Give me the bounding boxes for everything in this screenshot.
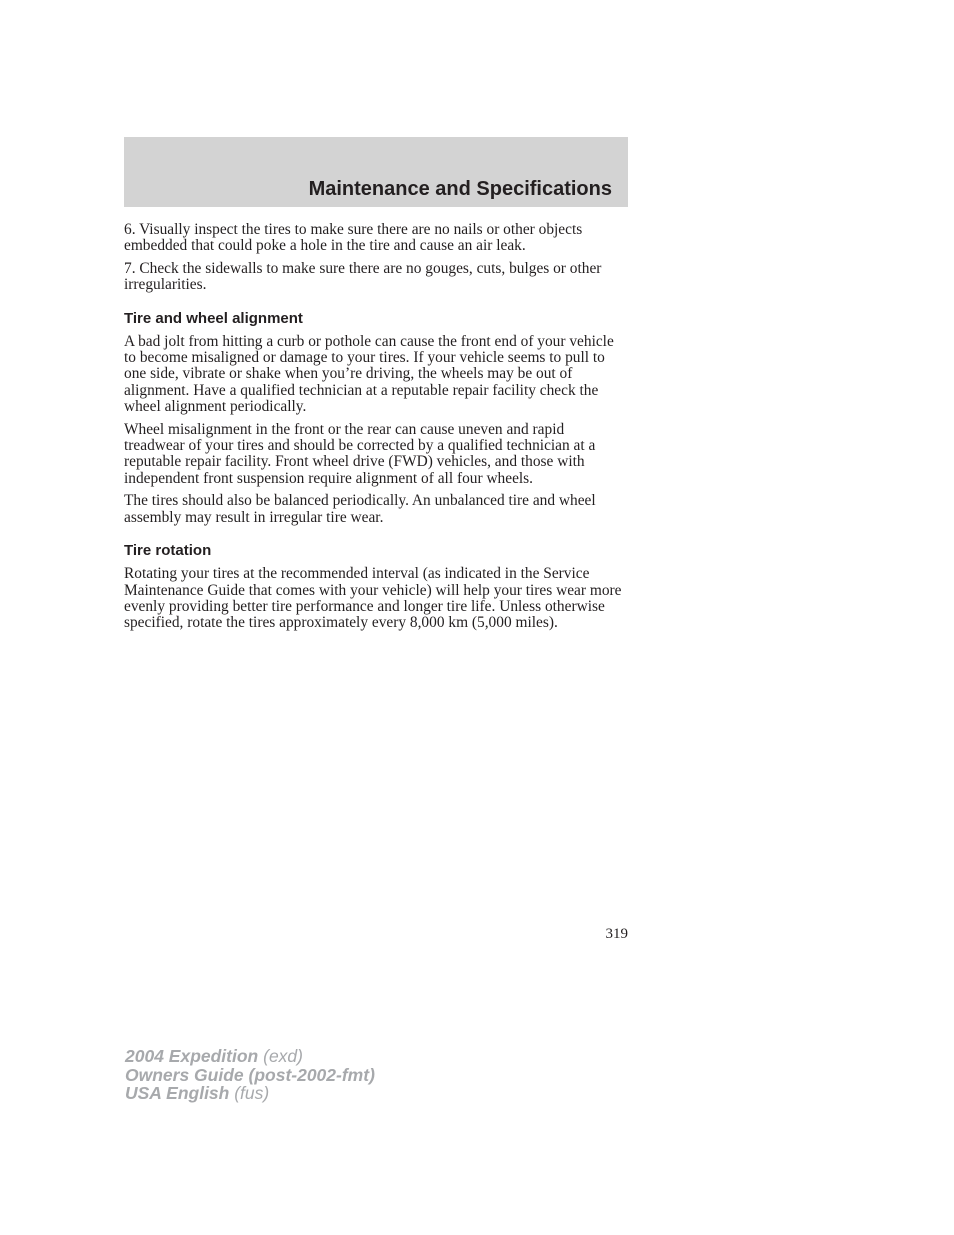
footer-guide-name: Owners Guide (post-2002-fmt) [125, 1064, 375, 1085]
page-content [124, 222, 628, 638]
heading-tire-rotation: Tire rotation [124, 542, 212, 560]
footer-line-guide [125, 1066, 375, 1085]
paragraph-alignment-1: A bad jolt from hitting a curb or pothole can cause the front end of your vehicle to become misaligned or damage to your tires. If your vehicle seems to pull to one side, vibrate or shake when you’re driving, the wheels may be out of alignment. Have a qualified technician at a reputable repair facility check the wheel alignment periodically. [124, 332, 614, 416]
paragraph-alignment-3: The tires should also be balanced periodically. An unbalanced tire and wheel assembly may result in irregular tire wear. [124, 492, 596, 526]
section-title: Maintenance and Specifications [308, 178, 612, 200]
paragraph-alignment-2: Wheel misalignment in the front or the rear can cause uneven and rapid treadwear of your tires and should be corrected by a qualified technician at a reputable repair facility. Front wheel drive (FWD) vehicles, and those with independent front suspension require alignment of all four wheels. [124, 420, 596, 487]
paragraph-rotation-1: Rotating your tires at the recommended interval (as indicated in the Service Maintenance Guide that comes with your vehicle) will help your tires wear more evenly providing better tire performance and longer tire life. Unless otherwise specified, rotate the tires approximately every 8,000 km (5,000 miles). [124, 565, 622, 632]
section-header-band [124, 137, 628, 207]
document-footer [125, 1047, 375, 1103]
page-number: 319 [605, 926, 628, 942]
heading-tire-wheel-alignment: Tire and wheel alignment [124, 309, 303, 327]
paragraph-step-6: 6. Visually inspect the tires to make sure there are no nails or other objects embedded that could poke a hole in the tire and cause an air leak. [124, 221, 583, 255]
footer-model-name: 2004 Expedition [125, 1046, 259, 1066]
footer-model-code: (exd) [263, 1046, 303, 1066]
footer-line-language [125, 1084, 375, 1103]
footer-line-model [125, 1047, 375, 1066]
footer-language-code: (fus) [234, 1083, 270, 1103]
footer-language-name: USA English [125, 1083, 230, 1103]
paragraph-step-7: 7. Check the sidewalls to make sure there are no gouges, cuts, bulges or other irregularities. [124, 259, 602, 294]
